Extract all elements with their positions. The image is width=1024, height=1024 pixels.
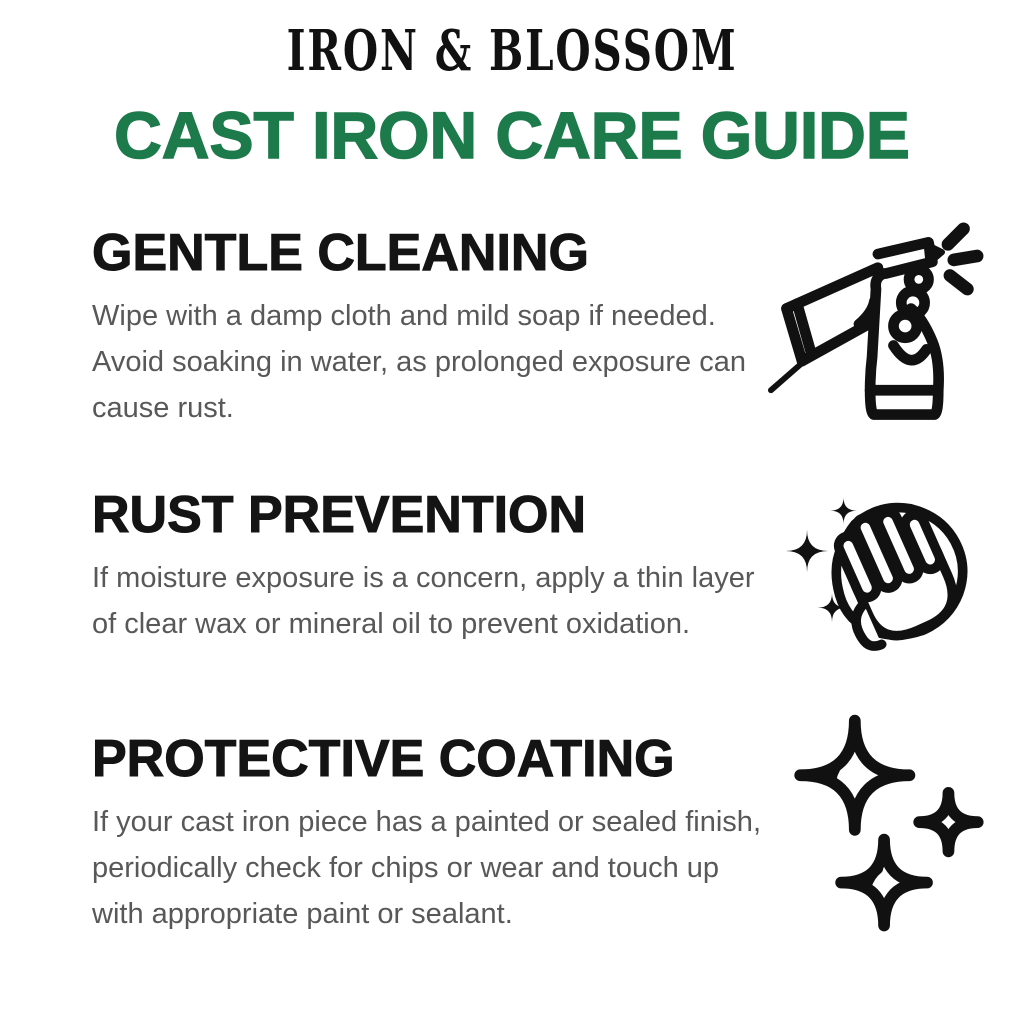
section-heading: RUST PREVENTION — [92, 486, 587, 544]
brand-logo — [0, 18, 1024, 85]
section-rust-prevention — [0, 485, 1024, 669]
section-text — [92, 223, 762, 431]
section-heading: PROTECTIVE COATING — [92, 730, 675, 788]
section-protective-coating — [0, 729, 1024, 945]
section-body: If moisture exposure is a concern, apply a thin layer of clear wax or mineral oil to prevent oxidation. — [92, 562, 755, 640]
sparkles-icon — [784, 707, 990, 945]
section-gentle-cleaning — [0, 223, 1024, 435]
section-text — [92, 485, 768, 647]
section-body: Wipe with a damp cloth and mild soap if needed. Avoid soaking in water, as prolonged exposure can cause rust. — [92, 300, 747, 424]
section-body: If your cast iron piece has a painted or sealed finish, periodically check for chips or wear and touch up with appropriate paint or sealant. — [92, 806, 761, 930]
section-text — [92, 729, 768, 937]
wiping-hand-icon — [784, 481, 976, 669]
brand-logo-text: IRON & BLOSSOM — [286, 18, 738, 85]
spray-bottle-icon — [762, 221, 988, 435]
section-heading: GENTLE CLEANING — [92, 224, 589, 282]
page-title: CAST IRON CARE GUIDE — [114, 98, 910, 172]
